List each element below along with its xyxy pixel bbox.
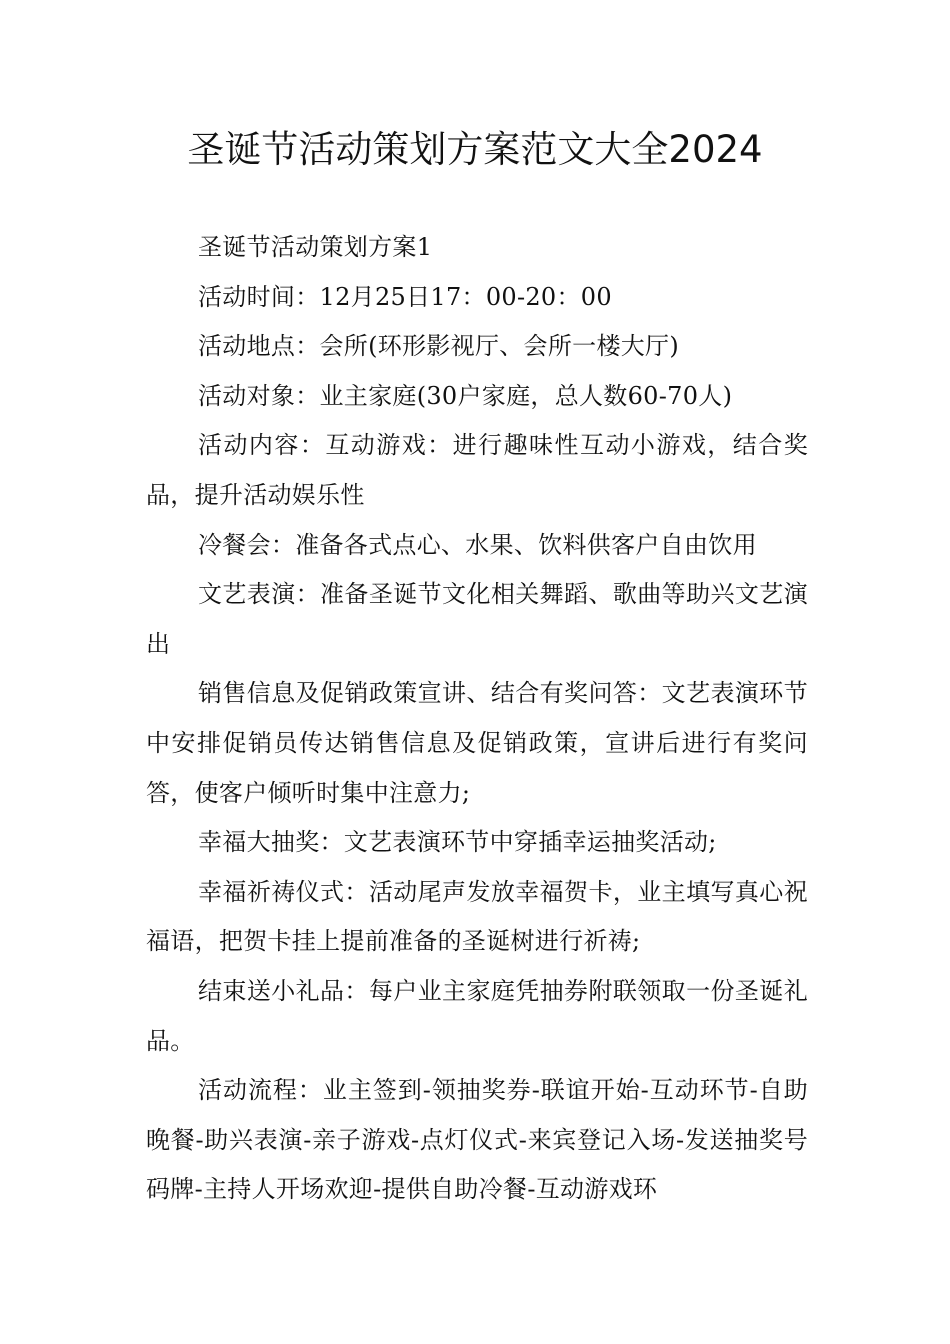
- paragraph-plan-heading: 圣诞节活动策划方案1: [198, 233, 433, 261]
- paragraph-closing-gift: 结束送小礼品：每户业主家庭凭抽券附联领取一份圣诞礼品。: [146, 976, 808, 1055]
- document-body: [146, 223, 808, 1215]
- paragraph-event-process: 活动流程：业主签到-领抽奖券-联谊开始-互动环节-自助晚餐-助兴表演-亲子游戏-点灯仪式-来宾登记入场-发送抽奖号码牌-主持人开场欢迎-提供自助冷餐-互动游戏环: [146, 1076, 808, 1204]
- document-title: 圣诞节活动策划方案范文大全2024: [187, 128, 763, 171]
- paragraph-event-time: 活动时间：12月25日17：00-20：00: [198, 282, 612, 311]
- paragraph-cold-buffet: 冷餐会：准备各式点心、水果、饮料供客户自由饮用: [198, 530, 757, 559]
- paragraph-event-content: 活动内容：互动游戏：进行趣味性互动小游戏，结合奖品，提升活动娱乐性: [146, 431, 808, 509]
- paragraph-blessing-ceremony: 幸福祈祷仪式：活动尾声发放幸福贺卡，业主填写真心祝福语，把贺卡挂上提前准备的圣诞树进行祈祷;: [146, 877, 808, 956]
- paragraph-performance: 文艺表演：准备圣诞节文化相关舞蹈、歌曲等助兴文艺演出: [146, 580, 808, 658]
- paragraph-event-audience: 活动对象：业主家庭(30户家庭，总人数60-70人): [198, 381, 733, 410]
- paragraph-sales-promotion: 销售信息及促销政策宣讲、结合有奖问答：文艺表演环节中安排促销员传达销售信息及促销政策，宣讲后进行有奖问答，使客户倾听时集中注意力;: [146, 679, 808, 807]
- paragraph-lucky-draw: 幸福大抽奖：文艺表演环节中穿插幸运抽奖活动;: [198, 828, 717, 857]
- paragraph-event-location: 活动地点：会所(环形影视厅、会所一楼大厅): [198, 332, 680, 361]
